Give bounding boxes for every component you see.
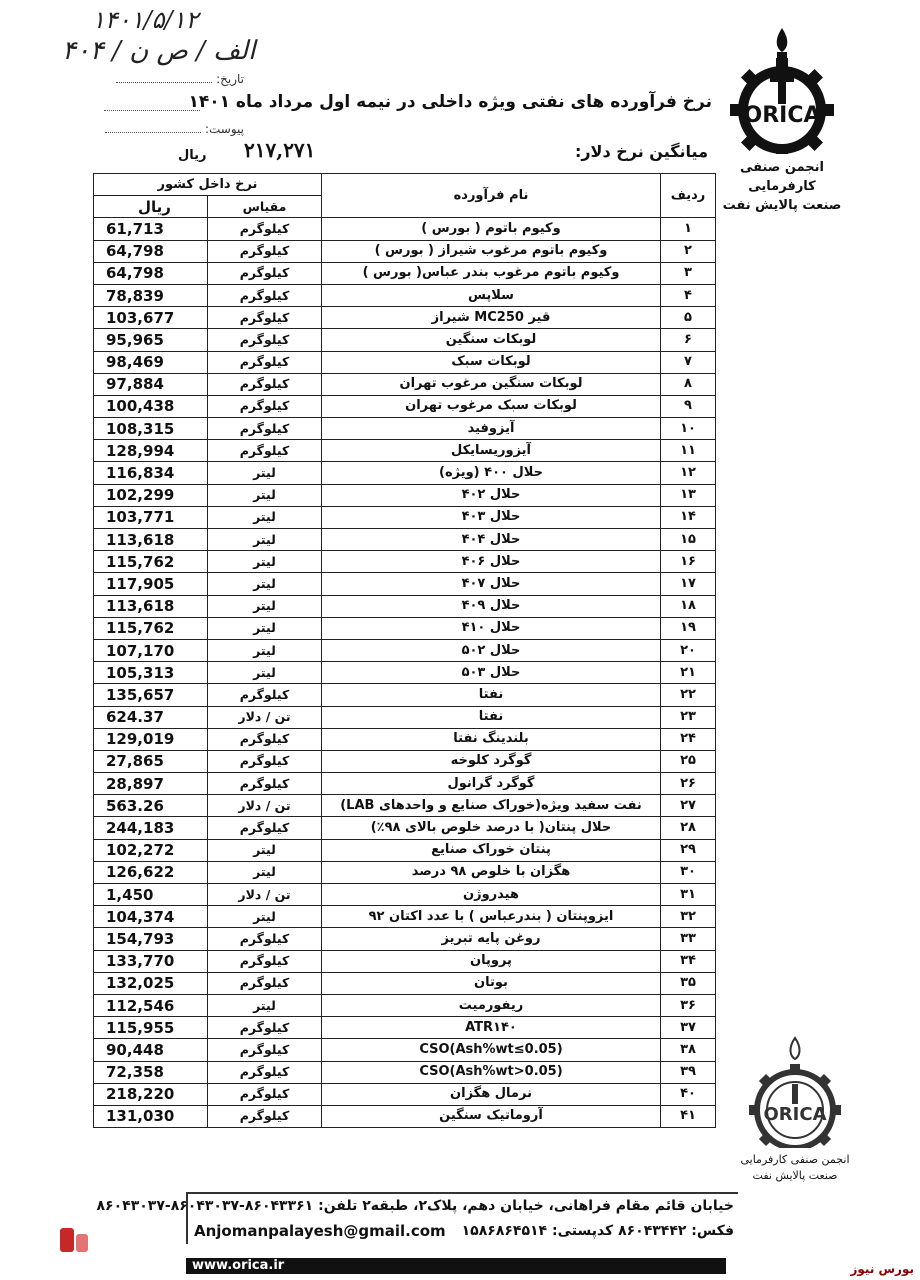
table-row [94, 529, 716, 551]
footer-email[interactable]: Anjomanpalayesh@gmail.com [194, 1222, 446, 1240]
product-name-cell: حلال پنتان( با درصد خلوص بالای ۹۸٪) [322, 817, 661, 839]
product-name-cell: وکیوم باتوم مرغوب شیراز ( بورس ) [322, 240, 661, 262]
price-cell: 624.37 [94, 706, 208, 728]
row-number-cell: ۴۰ [661, 1083, 716, 1105]
dollar-rate-value: ۲۱۷,۲۷۱ [244, 138, 316, 162]
product-name-cell: نرمال هگزان [322, 1083, 661, 1105]
row-number-cell: ۱۱ [661, 440, 716, 462]
table-row [94, 329, 716, 351]
table-row [94, 307, 716, 329]
table-row [94, 1105, 716, 1127]
row-number-cell: ۲۰ [661, 639, 716, 661]
product-name-cell: حلال ۴۰۰ (ویژه) [322, 462, 661, 484]
product-name-cell: حلال ۴۰۳ [322, 506, 661, 528]
table-row [94, 284, 716, 306]
header-row-number: ردیف [661, 174, 716, 218]
unit-cell: لیتر [208, 462, 322, 484]
table-row [94, 706, 716, 728]
unit-cell: کیلوگرم [208, 1017, 322, 1039]
product-name-cell: حلال ۴۰۹ [322, 595, 661, 617]
document-title: نرخ فرآورده های نفتی ویژه داخلی در نیمه اول مرداد ماه ۱۴۰۱ [188, 92, 712, 112]
header-domestic-price: نرخ داخل کشور [94, 174, 322, 196]
unit-cell: لیتر [208, 617, 322, 639]
product-name-cell: قیر MC250 شیراز [322, 307, 661, 329]
row-number-cell: ۷ [661, 351, 716, 373]
product-name-cell: آیزوفید [322, 418, 661, 440]
price-cell: 61,713 [94, 218, 208, 240]
product-name-cell: بلندینگ نفتا [322, 728, 661, 750]
table-row [94, 994, 716, 1016]
dollar-rate-unit: ریال [178, 148, 207, 163]
row-number-cell: ۱۰ [661, 418, 716, 440]
footer-website[interactable]: www.orica.ir [192, 1258, 285, 1273]
row-number-cell: ۱۹ [661, 617, 716, 639]
table-row [94, 573, 716, 595]
row-number-cell: ۳۵ [661, 972, 716, 994]
product-name-cell: بوتان [322, 972, 661, 994]
price-cell: 28,897 [94, 773, 208, 795]
product-name-cell: لوبکات سبک [322, 351, 661, 373]
date-field [104, 72, 244, 86]
handwritten-letter-number: ۴۰۴ / الف / ص ن [62, 36, 256, 66]
dollar-rate-label: میانگین نرخ دلار: [574, 142, 708, 161]
unit-cell: کیلوگرم [208, 1061, 322, 1083]
price-cell: 154,793 [94, 928, 208, 950]
price-cell: 105,313 [94, 662, 208, 684]
row-number-cell: ۴ [661, 284, 716, 306]
unit-cell: کیلوگرم [208, 817, 322, 839]
row-number-cell: ۲۶ [661, 773, 716, 795]
table-row [94, 773, 716, 795]
price-cell: 126,622 [94, 861, 208, 883]
table-row [94, 1083, 716, 1105]
price-cell: 218,220 [94, 1083, 208, 1105]
unit-cell: لیتر [208, 595, 322, 617]
unit-cell: کیلوگرم [208, 284, 322, 306]
unit-cell: لیتر [208, 639, 322, 661]
price-cell: 115,762 [94, 617, 208, 639]
price-cell: 112,546 [94, 994, 208, 1016]
table-row [94, 950, 716, 972]
price-cell: 135,657 [94, 684, 208, 706]
unit-cell: تن / دلار [208, 795, 322, 817]
logo-caption-line2: صنعت پالایش نفت [722, 198, 842, 213]
logo-text: ORICA [743, 103, 821, 128]
row-number-cell: ۲۱ [661, 662, 716, 684]
table-row [94, 1039, 716, 1061]
row-number-cell: ۱۴ [661, 506, 716, 528]
unit-cell: لیتر [208, 861, 322, 883]
price-cell: 27,865 [94, 750, 208, 772]
unit-cell: لیتر [208, 573, 322, 595]
price-cell: 102,299 [94, 484, 208, 506]
row-number-cell: ۸ [661, 373, 716, 395]
price-cell: 90,448 [94, 1039, 208, 1061]
product-name-cell: پروپان [322, 950, 661, 972]
price-cell: 113,618 [94, 595, 208, 617]
unit-cell: کیلوگرم [208, 218, 322, 240]
price-cell: 72,358 [94, 1061, 208, 1083]
handwritten-date: ۱۴۰۱/۵/۱۲ [92, 6, 199, 34]
table-header-row [94, 174, 716, 196]
unit-cell: کیلوگرم [208, 684, 322, 706]
product-name-cell: حلال ۴۱۰ [322, 617, 661, 639]
row-number-cell: ۳۹ [661, 1061, 716, 1083]
product-name-cell: لوبکات سبک مرغوب تهران [322, 395, 661, 417]
price-cell: 102,272 [94, 839, 208, 861]
product-name-cell: آیزوریسایکل [322, 440, 661, 462]
row-number-cell: ۵ [661, 307, 716, 329]
unit-cell: کیلوگرم [208, 240, 322, 262]
price-table [93, 173, 716, 1128]
table-row [94, 440, 716, 462]
logo-small-caption-line1: انجمن صنفی کارفرمایی [740, 1153, 850, 1166]
unit-cell: لیتر [208, 994, 322, 1016]
unit-cell: کیلوگرم [208, 440, 322, 462]
product-name-cell: حلال ۴۰۴ [322, 529, 661, 551]
row-number-cell: ۳۳ [661, 928, 716, 950]
product-name-cell: وکیوم باتوم ( بورس ) [322, 218, 661, 240]
price-cell: 116,834 [94, 462, 208, 484]
product-name-cell: ATR۱۴۰ [322, 1017, 661, 1039]
table-row [94, 884, 716, 906]
footer-contact [96, 1192, 738, 1244]
price-cell: 100,438 [94, 395, 208, 417]
footer-fax: فکس: ۸۶۰۴۳۴۴۲ کدپستی: ۱۵۸۶۸۶۴۵۱۴ [461, 1223, 734, 1239]
table-row [94, 684, 716, 706]
price-cell: 563.26 [94, 795, 208, 817]
row-number-cell: ۳۰ [661, 861, 716, 883]
row-number-cell: ۲۸ [661, 817, 716, 839]
price-cell: 97,884 [94, 373, 208, 395]
orica-logo [722, 26, 842, 215]
product-name-cell: حلال ۴۰۷ [322, 573, 661, 595]
price-cell: 103,677 [94, 307, 208, 329]
product-name-cell: هگزان با خلوص ۹۸ درصد [322, 861, 661, 883]
table-row [94, 861, 716, 883]
logo-small-caption-line2: صنعت پالایش نفت [752, 1169, 838, 1182]
unit-cell: کیلوگرم [208, 972, 322, 994]
unit-cell: کیلوگرم [208, 928, 322, 950]
row-number-cell: ۲۷ [661, 795, 716, 817]
price-cell: 1,450 [94, 884, 208, 906]
price-cell: 104,374 [94, 906, 208, 928]
row-number-cell: ۲۳ [661, 706, 716, 728]
row-number-cell: ۱۸ [661, 595, 716, 617]
table-row [94, 639, 716, 661]
news-logo-icon [56, 1222, 92, 1258]
row-number-cell: ۳۴ [661, 950, 716, 972]
table-row [94, 795, 716, 817]
unit-cell: کیلوگرم [208, 1105, 322, 1127]
product-name-cell: CSO(Ash%wt>0.05) [322, 1061, 661, 1083]
unit-cell: لیتر [208, 662, 322, 684]
price-cell: 64,798 [94, 262, 208, 284]
product-name-cell: گوگرد کلوخه [322, 750, 661, 772]
product-name-cell: پنتان خوراک صنایع [322, 839, 661, 861]
price-cell: 133,770 [94, 950, 208, 972]
row-number-cell: ۹ [661, 395, 716, 417]
orica-gear-icon [724, 26, 840, 154]
unit-cell: لیتر [208, 484, 322, 506]
product-name-cell: حلال ۵۰۲ [322, 639, 661, 661]
table-row [94, 750, 716, 772]
row-number-cell: ۱۷ [661, 573, 716, 595]
unit-cell: تن / دلار [208, 884, 322, 906]
table-row [94, 551, 716, 573]
table-row [94, 839, 716, 861]
unit-cell: کیلوگرم [208, 750, 322, 772]
logo-small-text: ORICA [763, 1104, 827, 1125]
row-number-cell: ۱۳ [661, 484, 716, 506]
row-number-cell: ۲۴ [661, 728, 716, 750]
product-name-cell: حلال ۴۰۲ [322, 484, 661, 506]
table-row [94, 662, 716, 684]
product-name-cell: هیدروژن [322, 884, 661, 906]
product-name-cell: ریفورمیت [322, 994, 661, 1016]
price-cell: 132,025 [94, 972, 208, 994]
product-name-cell: حلال ۵۰۳ [322, 662, 661, 684]
table-row [94, 484, 716, 506]
unit-cell: لیتر [208, 551, 322, 573]
table-row [94, 462, 716, 484]
table-row [94, 817, 716, 839]
row-number-cell: ۱ [661, 218, 716, 240]
row-number-cell: ۲۵ [661, 750, 716, 772]
row-number-cell: ۳۸ [661, 1039, 716, 1061]
orica-logo-small [735, 1036, 855, 1184]
product-name-cell: نفتا [322, 706, 661, 728]
table-row [94, 1061, 716, 1083]
table-row [94, 728, 716, 750]
footer-address: خیابان قائم مقام فراهانی، خیابان دهم، پلاک۲، طبقه۲ تلفن: ۸۶۰۴۳۳۶۱-۸۶۰۴۳۰۳۷-۸۶۰۴۳۰۳۷ [96, 1198, 734, 1214]
price-cell: 113,618 [94, 529, 208, 551]
price-cell: 103,771 [94, 506, 208, 528]
product-name-cell: آروماتیک سنگین [322, 1105, 661, 1127]
attachment-field [104, 122, 244, 136]
row-number-cell: ۱۶ [661, 551, 716, 573]
product-name-cell: روغن پایه تبریز [322, 928, 661, 950]
row-number-cell: ۶ [661, 329, 716, 351]
price-cell: 107,170 [94, 639, 208, 661]
row-number-cell: ۱۲ [661, 462, 716, 484]
unit-cell: کیلوگرم [208, 307, 322, 329]
price-cell: 64,798 [94, 240, 208, 262]
price-cell: 129,019 [94, 728, 208, 750]
unit-cell: کیلوگرم [208, 1039, 322, 1061]
price-cell: 131,030 [94, 1105, 208, 1127]
header-product-name: نام فرآورده [322, 174, 661, 218]
row-number-cell: ۳۷ [661, 1017, 716, 1039]
table-row [94, 972, 716, 994]
product-name-cell: سلاپس [322, 284, 661, 306]
unit-cell: کیلوگرم [208, 373, 322, 395]
table-row [94, 351, 716, 373]
row-number-cell: ۴۱ [661, 1105, 716, 1127]
unit-cell: کیلوگرم [208, 418, 322, 440]
price-cell: 128,994 [94, 440, 208, 462]
attachment-label: پیوست: [204, 122, 244, 136]
table-row [94, 395, 716, 417]
product-name-cell: گوگرد گرانول [322, 773, 661, 795]
product-name-cell: نفتا [322, 684, 661, 706]
price-cell: 115,955 [94, 1017, 208, 1039]
unit-cell: کیلوگرم [208, 351, 322, 373]
table-row [94, 928, 716, 950]
logo-caption-line1: انجمن صنفی کارفرمایی [739, 160, 825, 194]
unit-cell: کیلوگرم [208, 395, 322, 417]
unit-cell: لیتر [208, 506, 322, 528]
price-cell: 117,905 [94, 573, 208, 595]
product-name-cell: نفت سفید ویژه(خوراک صنایع و واحدهای LAB) [322, 795, 661, 817]
header-unit: مقیاس [208, 196, 322, 218]
table-row [94, 595, 716, 617]
unit-cell: کیلوگرم [208, 262, 322, 284]
unit-cell: لیتر [208, 529, 322, 551]
table-row [94, 1017, 716, 1039]
row-number-cell: ۳۲ [661, 906, 716, 928]
unit-cell: کیلوگرم [208, 773, 322, 795]
date-label: تاریخ: [216, 72, 244, 86]
price-cell: 244,183 [94, 817, 208, 839]
unit-cell: لیتر [208, 906, 322, 928]
table-row [94, 418, 716, 440]
watermark: بورس نیوز [850, 1262, 914, 1276]
product-name-cell: وکیوم باتوم مرغوب بندر عباس( بورس ) [322, 262, 661, 284]
unit-cell: کیلوگرم [208, 329, 322, 351]
product-name-cell: حلال ۴۰۶ [322, 551, 661, 573]
unit-cell: کیلوگرم [208, 1083, 322, 1105]
table-row [94, 218, 716, 240]
price-cell: 98,469 [94, 351, 208, 373]
row-number-cell: ۲۲ [661, 684, 716, 706]
table-row [94, 373, 716, 395]
row-number-cell: ۳ [661, 262, 716, 284]
unit-cell: لیتر [208, 839, 322, 861]
table-row [94, 617, 716, 639]
unit-cell: کیلوگرم [208, 950, 322, 972]
price-cell: 95,965 [94, 329, 208, 351]
unit-cell: تن / دلار [208, 706, 322, 728]
product-name-cell: لوبکات سنگین مرغوب تهران [322, 373, 661, 395]
product-name-cell: CSO(Ash%wt≤0.05) [322, 1039, 661, 1061]
row-number-cell: ۱۵ [661, 529, 716, 551]
row-number-cell: ۳۶ [661, 994, 716, 1016]
table-body [94, 218, 716, 1128]
price-cell: 78,839 [94, 284, 208, 306]
unit-cell: کیلوگرم [208, 728, 322, 750]
header-price: ریال [94, 196, 208, 218]
footer-fax-line [188, 1219, 738, 1244]
row-number-cell: ۲ [661, 240, 716, 262]
product-name-cell: ایزوپنتان ( بندرعباس ) با عدد اکتان ۹۲ [322, 906, 661, 928]
price-cell: 115,762 [94, 551, 208, 573]
table-row [94, 262, 716, 284]
table-row [94, 506, 716, 528]
table-row [94, 240, 716, 262]
row-number-cell: ۳۱ [661, 884, 716, 906]
price-cell: 108,315 [94, 418, 208, 440]
row-number-cell: ۲۹ [661, 839, 716, 861]
orica-stamp-icon [743, 1036, 847, 1148]
table-row [94, 906, 716, 928]
product-name-cell: لوبکات سنگین [322, 329, 661, 351]
